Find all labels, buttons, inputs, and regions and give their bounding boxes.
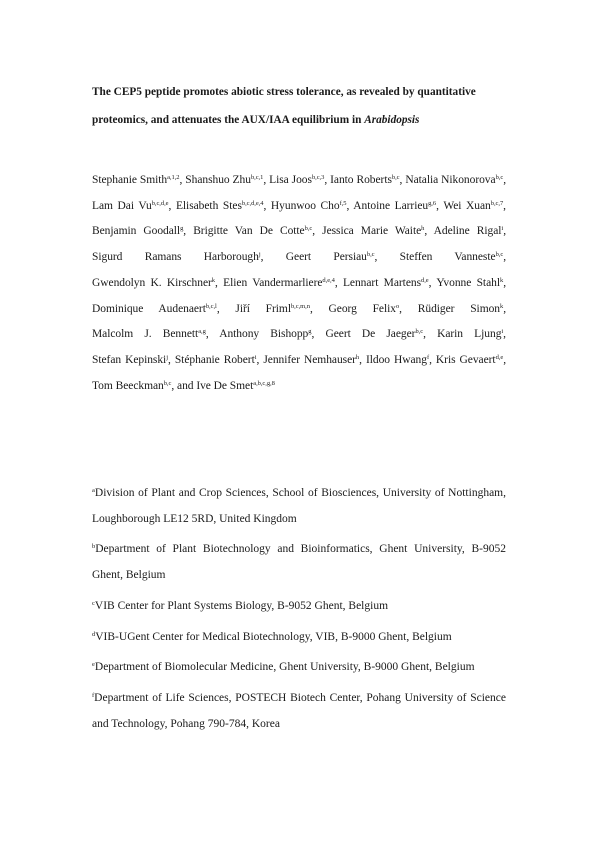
author-affiliation-marker: j — [258, 251, 261, 259]
author-affiliation-marker: g,6 — [428, 199, 437, 207]
author-affiliation-marker: b,c — [304, 225, 313, 233]
author-name: Tom Beeckman — [92, 379, 164, 392]
affiliation-marker: a — [92, 487, 95, 494]
author: Natalia Nikonorova$^{b,c}$, — [405, 174, 507, 186]
author: Georg Felix$^o$, — [328, 302, 402, 315]
author-conjunction: and — [177, 379, 194, 392]
author-name: Hyunwoo Cho — [270, 199, 340, 212]
affiliation-text: Department of Life Sciences, POSTECH Biotech Center, Pohang University of Science and Technology, Pohang 790-784, Korea — [92, 691, 506, 730]
author-name: Gwendolyn K. Kirschner — [92, 276, 212, 289]
author: Jennifer Nemhauser$^h$, — [263, 353, 362, 366]
affiliation-marker: f — [92, 691, 95, 699]
author: Rüdiger Simon$^k$, — [417, 302, 507, 315]
author-name: Elien Vandermarliere — [223, 276, 323, 289]
author: Stéphanie Robert$^i$, — [174, 353, 260, 366]
author: Ianto Roberts$^{b,c}$, — [330, 174, 403, 186]
author-affiliation-marker: b,c,3 — [311, 174, 325, 181]
author: Antoine Larrieu$^{g,6}$, — [353, 199, 439, 212]
author: Jessica Marie Waite$^h$, — [322, 225, 428, 238]
affiliation-text: Department of Biomolecular Medicine, Ghent University, B-9000 Ghent, Belgium — [94, 661, 475, 674]
author-name: Lisa Joos — [269, 174, 312, 186]
author-affiliation-marker: b,c,d,e — [151, 199, 169, 207]
author: Elisabeth Stes$^{b,c,d,e,4}$, — [175, 199, 267, 212]
author-name: Wei Xuan — [443, 199, 491, 212]
author: Benjamin Goodall$^g$, — [92, 225, 187, 238]
author-name: Lennart Martens — [342, 276, 421, 289]
author: Lam Dai Vu$^{b,c,d,e}$, — [92, 199, 172, 212]
author-affiliation-marker: a,g — [198, 328, 206, 336]
affiliation-marker: e — [92, 661, 95, 669]
affiliation — [92, 481, 506, 532]
author: Gwendolyn K. Kirschner$^k$, — [92, 276, 218, 289]
affiliation — [92, 686, 506, 737]
author-name: Anthony Bishopp — [219, 328, 309, 341]
paper-title — [92, 78, 510, 134]
author-affiliation-marker: b,c — [391, 174, 400, 181]
author-affiliation-marker: d,e — [421, 276, 429, 284]
author-name: Dominique Audenaert — [92, 302, 206, 315]
author-affiliation-marker: b,c,m,n — [290, 302, 310, 310]
author-affiliation-marker: g — [308, 328, 312, 336]
author-name: Yvonne Stahl — [436, 276, 500, 289]
author-name: Brigitte Van De Cotte — [193, 225, 305, 238]
author-affiliation-marker: h — [421, 225, 425, 233]
author-affiliation-marker: h — [355, 353, 360, 361]
author-affiliation-marker: o — [395, 302, 400, 310]
author-affiliation-marker: k — [211, 276, 215, 284]
author-name: Karin Ljung — [437, 328, 502, 341]
author: Brigitte Van De Cotte$^{b,c}$, — [193, 225, 316, 238]
affiliation-marker: d — [92, 630, 96, 638]
author-affiliation-marker: b,c — [415, 328, 424, 336]
author-affiliation-marker: i — [501, 225, 504, 233]
author-affiliation-marker: b,c — [495, 174, 504, 181]
author-affiliation-marker: i — [501, 328, 504, 336]
author-affiliation-marker: b,c,7 — [490, 199, 504, 207]
author-name: Malcolm J. Bennett — [92, 328, 199, 341]
author: Stefan Kepinski$^j$, — [92, 353, 171, 366]
author: Hyunwoo Cho$^{f,5}$, — [270, 199, 350, 212]
author: Yvonne Stahl$^k$, — [436, 276, 507, 289]
author-affiliation-marker: d,e,4 — [322, 276, 335, 284]
author-name: Antoine Larrieu — [353, 199, 429, 212]
author: Lennart Martens$^{d,e}$, — [342, 276, 432, 289]
author: Geert De Jaeger$^{b,c}$, — [325, 328, 426, 341]
author-affiliation-marker: b,c — [163, 379, 172, 387]
title-italic-text: Arabidopsis — [364, 114, 420, 126]
author-affiliation-marker: b,c — [495, 251, 504, 259]
author-name: Stephanie Smith — [92, 174, 168, 186]
author: Geert Persiau$^{b,c}$, — [285, 251, 378, 264]
author-name: Sigurd Ramans Harborough — [92, 251, 259, 264]
author: Wei Xuan$^{b,c,7}$, — [443, 199, 506, 212]
title-main-text: The CEP5 peptide promotes abiotic stress tolerance, as revealed by quantitative proteomics, and attenuates the AUX/IAA equilibrium in — [92, 86, 476, 126]
author-affiliation-marker: j — [166, 353, 168, 361]
author-name: Ive De Smet — [196, 379, 254, 392]
author-name: Georg Felix — [328, 302, 396, 315]
author: Karin Ljung$^i$, — [437, 328, 506, 341]
author-affiliation-marker: a,1,2 — [167, 174, 180, 181]
author-name: Jessica Marie Waite — [322, 225, 422, 238]
author-name: Ianto Roberts — [330, 174, 392, 186]
author-name: Benjamin Goodall — [92, 225, 181, 238]
author-affiliation-marker: i — [254, 353, 257, 361]
author-name: Jennifer Nemhauser — [263, 353, 356, 366]
affiliation-marker: c — [92, 599, 95, 607]
affiliation — [92, 594, 506, 620]
author: Elien Vandermarliere$^{d,e,4}$, — [223, 276, 338, 289]
affiliation — [92, 537, 506, 588]
author-affiliation-marker: a,b,c,g,8 — [253, 379, 275, 387]
author-name: Adeline Rigal — [433, 225, 502, 238]
author: Dominique Audenaert$^{b,c,l}$, — [92, 302, 220, 315]
affiliation-list — [92, 481, 506, 742]
author-affiliation-marker: f,5 — [339, 199, 347, 207]
author-affiliation-marker: k — [499, 276, 504, 284]
author: Stephanie Smith$^{a,1,2}$, — [92, 174, 183, 186]
author: Kris Gevaert$^{d,e}$, — [435, 353, 507, 366]
author-affiliation-marker: g — [180, 225, 184, 233]
author: Ildoo Hwang$^f$, — [365, 353, 432, 366]
author: Malcolm J. Bennett$^{a,g}$, — [92, 328, 209, 341]
author-name: Stefan Kepinski — [92, 353, 167, 366]
author-name: Elisabeth Stes — [175, 199, 242, 212]
author-name: Ildoo Hwang — [365, 353, 427, 366]
author: Jiří Friml$^{b,c,m,n}$, — [235, 302, 313, 315]
author-name: Lam Dai Vu — [92, 199, 152, 212]
author-name: Steffen Vanneste — [399, 251, 496, 264]
author-name: Jiří Friml — [235, 302, 291, 315]
author-name: Geert Persiau — [285, 251, 367, 264]
author-name: Stéphanie Robert — [174, 353, 255, 366]
author-affiliation-marker: b,c,1 — [250, 174, 264, 181]
author-list — [92, 168, 506, 399]
affiliation-text: Department of Plant Biotechnology and Bioinformatics, Ghent University, B-9052 Ghent, Belgium — [92, 543, 506, 582]
author-affiliation-marker: b,c,d,e,4 — [241, 199, 264, 207]
affiliation — [92, 625, 506, 651]
author-name: Geert De Jaeger — [325, 328, 416, 341]
affiliation — [92, 655, 506, 681]
affiliation-text: VIB-UGent Center for Medical Biotechnology, VIB, B-9000 Ghent, Belgium — [95, 630, 452, 643]
author-affiliation-marker: d,e — [495, 353, 504, 361]
author: Tom Beeckman$^{b,c}$, — [92, 379, 175, 392]
author-affiliation-marker: f — [426, 353, 430, 361]
affiliation-marker: b — [92, 543, 96, 551]
author-affiliation-marker: b,c,l — [205, 302, 217, 310]
author-name: Natalia Nikonorova — [405, 174, 496, 186]
affiliation-text: VIB Center for Plant Systems Biology, B-9052 Ghent, Belgium — [94, 599, 389, 612]
author-name: Rüdiger Simon — [417, 302, 501, 315]
author: Sigurd Ramans Harborough$^j$, — [92, 251, 264, 264]
author: Adeline Rigal$^i$, — [433, 225, 507, 238]
affiliation-text: Division of Plant and Crop Sciences, School of Biosciences, University of Nottingham, Loughborough LE12 5RD, United Kingdom — [92, 487, 506, 525]
author: Anthony Bishopp$^g$, — [219, 328, 315, 341]
author — [196, 380, 275, 392]
author-affiliation-marker: k — [500, 302, 504, 310]
author: Shanshuo Zhu$^{b,c,1}$, — [185, 174, 267, 186]
author-affiliation-marker: b,c — [366, 251, 375, 259]
author-name: Kris Gevaert — [435, 353, 496, 366]
author-name: Shanshuo Zhu — [185, 174, 251, 186]
author: Steffen Vanneste$^{b,c}$, — [399, 251, 507, 264]
author: Lisa Joos$^{b,c,3}$, — [269, 174, 328, 186]
